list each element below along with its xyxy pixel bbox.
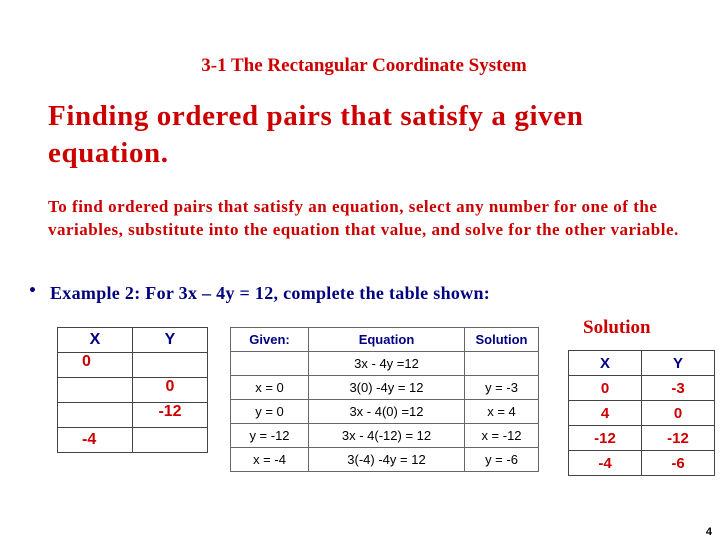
table-header-row	[231, 328, 539, 352]
table-cell: x = -4	[231, 448, 309, 472]
table-header-row	[569, 351, 715, 376]
table-cell: -12	[133, 403, 208, 428]
table-cell: -6	[642, 451, 715, 476]
table-cell	[58, 378, 133, 403]
table-cell: y = -3	[465, 376, 539, 400]
table-row	[231, 400, 539, 424]
table-row	[58, 403, 208, 428]
table-row	[231, 376, 539, 400]
table-row	[231, 352, 539, 376]
table-row	[569, 401, 715, 426]
table-row	[569, 376, 715, 401]
xy-input-table	[57, 327, 208, 453]
table-row	[569, 451, 715, 476]
table-row	[231, 424, 539, 448]
table-cell: x = 0	[231, 376, 309, 400]
table-cell: 3(-4) -4y = 12	[309, 448, 465, 472]
table-row	[231, 448, 539, 472]
header-y: Y	[133, 328, 208, 353]
header-y: Y	[642, 351, 715, 376]
example-text: Example 2: For 3x – 4y = 12, complete the table shown:	[50, 283, 491, 303]
solution-label: Solution	[583, 317, 651, 338]
table-cell: 3x - 4y =12	[309, 352, 465, 376]
example-bullet-item	[30, 283, 490, 304]
intro-paragraph: To find ordered pairs that satisfy an equation, select any number for one of the variables, substitute into the equation that value, and solve for the other variable.	[48, 197, 679, 239]
table-cell: 3x - 4(0) =12	[309, 400, 465, 424]
table-cell: y = -6	[465, 448, 539, 472]
table-cell: y = -12	[231, 424, 309, 448]
page-number: 4	[705, 526, 712, 538]
table-cell: 0	[642, 401, 715, 426]
table-cell: 0	[133, 378, 208, 403]
table-cell	[231, 352, 309, 376]
solution-table	[568, 350, 715, 476]
table-cell: 0	[569, 376, 642, 401]
header-equation: Equation	[309, 328, 465, 352]
table-cell: 3(0) -4y = 12	[309, 376, 465, 400]
table-cell: -12	[642, 426, 715, 451]
table-cell: y = 0	[231, 400, 309, 424]
table-cell: -3	[642, 376, 715, 401]
table-cell: 3x - 4(-12) = 12	[309, 424, 465, 448]
table-cell: 4	[569, 401, 642, 426]
table-cell: 0	[58, 353, 133, 378]
header-given: Given:	[231, 328, 309, 352]
table-cell: -12	[569, 426, 642, 451]
table-row	[58, 428, 208, 453]
table-row	[58, 353, 208, 378]
table-cell: -4	[58, 428, 133, 453]
table-row	[58, 378, 208, 403]
table-cell	[58, 403, 133, 428]
table-cell: x = 4	[465, 400, 539, 424]
table-cell: x = -12	[465, 424, 539, 448]
table-header-row	[58, 328, 208, 353]
table-cell	[133, 428, 208, 453]
header-x: X	[569, 351, 642, 376]
work-table	[230, 327, 539, 472]
table-cell: -4	[569, 451, 642, 476]
bullet-icon: •	[28, 283, 38, 299]
table-cell	[465, 352, 539, 376]
header-x: X	[58, 328, 133, 353]
table-row	[569, 426, 715, 451]
slide-heading: 3-1 The Rectangular Coordinate System	[201, 55, 527, 76]
header-solution: Solution	[465, 328, 539, 352]
slide-title: Finding ordered pairs that satisfy a given equation.	[48, 100, 584, 169]
table-cell	[133, 353, 208, 378]
